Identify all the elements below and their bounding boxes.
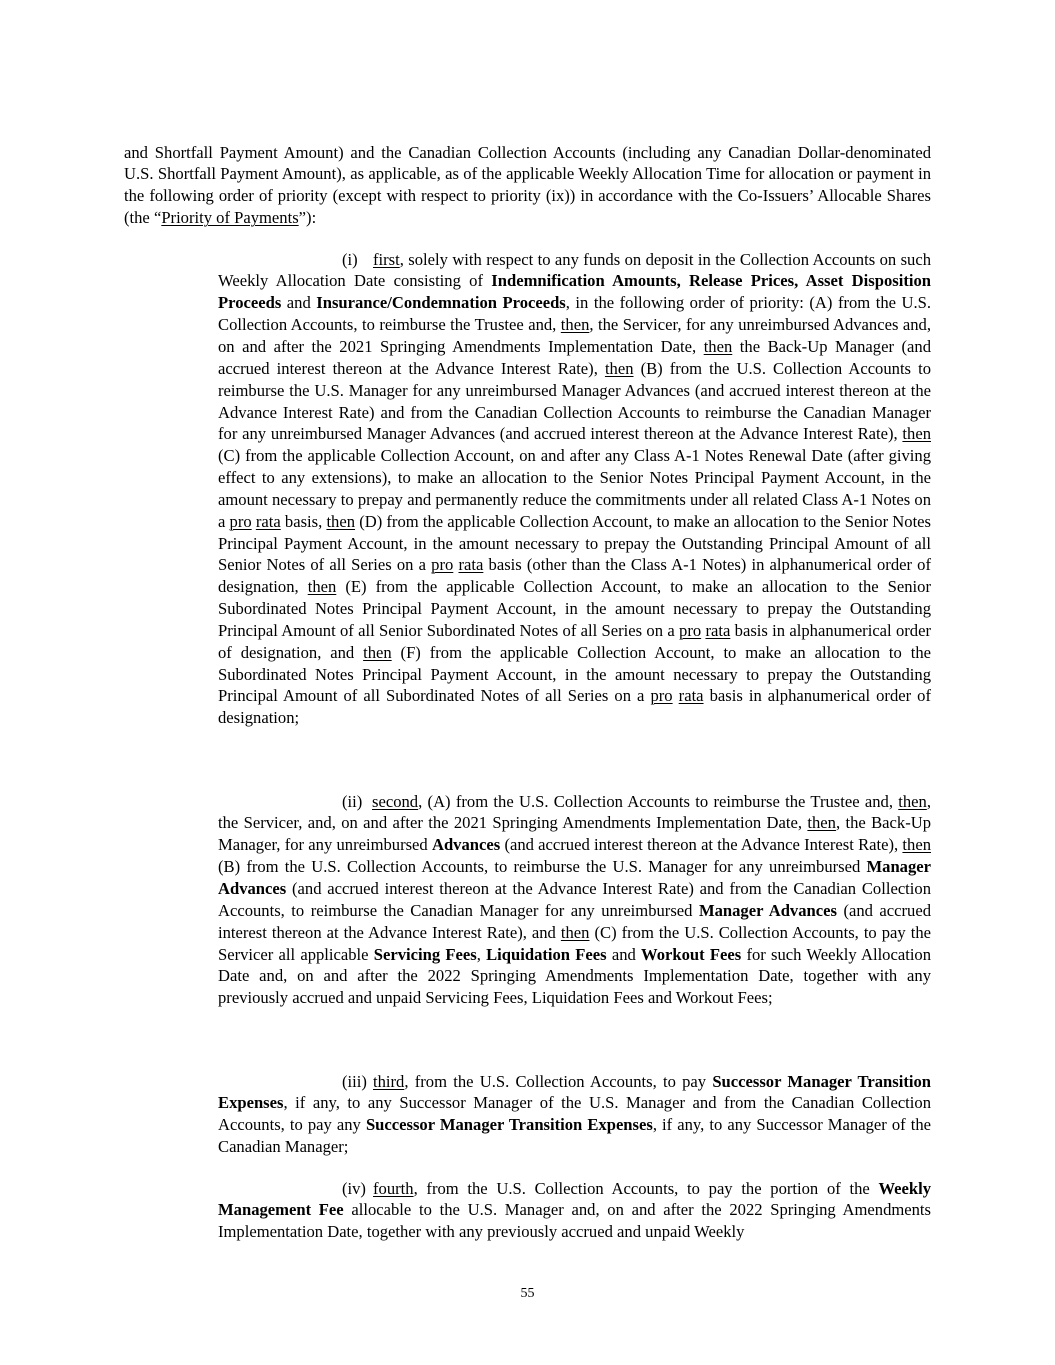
intro-paragraph (124, 142, 931, 229)
item-text: allocable to the U.S. Manager and, on and after the 2022 Springing Amendments Implementation Date, together with any previously accrued and unpaid Weekly (218, 1200, 931, 1242)
then-term: then (307, 577, 337, 597)
bold-term: Successor Manager Transition Expenses (218, 1071, 931, 1113)
item-text: basis in alphanumerical order of designation, and (218, 620, 931, 662)
then-term: then (604, 358, 634, 378)
item-text: (and accrued interest thereon at the Advance Interest Rate) and from the Canadian Collection Accounts, to reimburse the Canadian Manager for any unreimbursed (218, 878, 931, 920)
item-text: (and accrued interest thereon at the Advance Interest Rate), (500, 835, 903, 855)
item-text: basis in alphanumerical order of designation; (218, 686, 932, 728)
item-text: , from the U.S. Collection Accounts, to pay the portion of the (413, 1178, 879, 1198)
item-text: , solely with respect to any funds on deposit in the Collection Accounts on such Weekly Allocation Date consisting of (218, 249, 931, 291)
item-number: (ii) (342, 791, 363, 811)
item-text: , in the following order of priority: (A) from the U.S. Collection Accounts, to reimburse the Trustee and, (218, 293, 931, 335)
ordinal-second: second (372, 791, 419, 811)
then-term: then (560, 315, 590, 335)
rata-term: rata (458, 555, 484, 575)
item-text: , (A) from the U.S. Collection Accounts to reimburse the Trustee and, (418, 791, 899, 811)
item-text: , the Servicer, for any unreimbursed Advances and, on and after the 2021 Springing Amendments Implementation Date, (218, 315, 931, 356)
pro-term: pro (431, 555, 454, 575)
item-text: , from the U.S. Collection Accounts, to pay (404, 1071, 713, 1091)
priority-item-iii (218, 1071, 931, 1158)
bold-term: Workout Fees (641, 944, 742, 964)
bold-term: Insurance/Condemnation Proceeds (316, 293, 566, 313)
item-text: (C) from the U.S. Collection Accounts, to pay the Servicer all applicable (218, 922, 932, 964)
pro-term: pro (650, 686, 673, 706)
bold-term: Liquidation Fees (486, 944, 607, 964)
bold-term: Manager Advances (698, 900, 837, 920)
item-number: (iii) (342, 1071, 367, 1091)
bold-term: Servicing Fees (373, 944, 477, 964)
bold-term: Advances (431, 835, 501, 855)
then-term: then (326, 511, 356, 531)
item-text: , (476, 944, 487, 964)
item-text: , the Servicer, and, on and after the 2021 Springing Amendments Implementation Date, (218, 791, 931, 833)
item-text: (F) from the applicable Collection Account, to make an allocation to the Subordinated Notes Principal Payment Account, in the amount necessary to prepay the Outstanding Principal Amount of all Subordinated Notes of all Series on a (218, 642, 931, 706)
bold-term: Successor Manager Transition Expenses (365, 1115, 653, 1135)
pro-term: pro (229, 511, 252, 531)
item-text: , if any, to any Successor Manager of the U.S. Manager and from the Canadian Collection Accounts, to pay any (218, 1093, 931, 1135)
then-term: then (902, 835, 931, 855)
ordinal-first: first (373, 249, 400, 269)
ordinal-fourth: fourth (373, 1178, 414, 1198)
item-text: , the Back-Up Manager, for any unreimbursed (218, 813, 932, 855)
rata-term: rata (678, 686, 704, 706)
priority-item-iv (218, 1178, 931, 1244)
intro-text-end: ”): (298, 208, 317, 228)
item-text: (D) from the applicable Collection Account, to make an allocation to the Senior Notes Principal Payment Account, in the amount necessary to prepay the Outstanding Principal Amount of all Senior Notes of all Series on a (218, 511, 931, 575)
item-text: (B) from the U.S. Collection Accounts, to reimburse the U.S. Manager for any unreimbursed (218, 857, 867, 877)
then-term: then (898, 791, 927, 811)
defined-term-priority-of-payments: Priority of Payments (161, 208, 299, 228)
item-text: (C) from the applicable Collection Account, on and after any Class A-1 Notes Renewal Date (after giving effect to any extensions), to make an allocation to the Senior Notes Principal Payment Account, in the amount necessary to prepay and permanently reduce the commitments under all related Class A-1 Notes on a (218, 446, 931, 531)
then-term: then (703, 336, 733, 356)
item-number: (i) (342, 249, 358, 269)
item-text: (B) from the U.S. Collection Accounts to reimburse the U.S. Manager for any unreimbursed Manager Advances (and accrued interest thereon at the Advance Interest Rate) and from the Canadian Collection Accounts to reimburse the Canadian Manager for any unreimbursed Manager Advances (and accrued interest thereon at the Advance Interest Rate), (218, 358, 931, 444)
then-term: then (363, 642, 392, 662)
bold-term: Indemnification Amounts, Release Prices, Asset Disposition Proceeds (218, 271, 931, 313)
then-term: then (902, 424, 931, 444)
item-text: for such Weekly Allocation Date and, on and after the 2022 Springing Amendments Implementation Date, together with any previously accrued and unpaid Servicing Fees, Liquidation Fees and Workout Fees; (218, 944, 932, 1008)
priority-item-i (218, 249, 931, 730)
then-term: then (560, 922, 590, 942)
item-text: and (281, 293, 317, 313)
rata-term: rata (705, 620, 731, 640)
item-text: (and accrued interest thereon at the Advance Interest Rate), and (218, 900, 931, 942)
item-text: basis, (280, 511, 327, 531)
item-number: (iv) (342, 1178, 366, 1198)
rata-term: rata (255, 511, 281, 531)
priority-item-ii (218, 791, 931, 1009)
item-text: the Back-Up Manager (and accrued interest thereon at the Advance Interest Rate), (218, 336, 931, 378)
then-term: then (807, 813, 836, 833)
bold-term: Manager Advances (218, 857, 931, 898)
bold-term: Weekly Management Fee (218, 1178, 931, 1220)
ordinal-third: third (373, 1071, 405, 1091)
intro-text: and Shortfall Payment Amount) and the Canadian Collection Accounts (including any Canadian Dollar-denominated U.S. Shortfall Payment Amount), as applicable, as of the applicable Weekly Allocation Time for allocation or payment in the following order of priority (except with respect to priority (ix)) in accordance with the Co-Issuers’ Allocable Shares (the “ (124, 142, 931, 228)
item-text: (E) from the applicable Collection Account, to make an allocation to the Senior Subordinated Notes Principal Payment Account, in the amount necessary to prepay the Outstanding Principal Amount of all Senior Subordinated Notes of all Series on a (218, 577, 931, 640)
pro-term: pro (679, 620, 702, 640)
item-text: and (606, 944, 642, 964)
item-text: basis (other than the Class A-1 Notes) in alphanumerical order of designation, (218, 555, 932, 597)
item-text: , if any, to any Successor Manager of the Canadian Manager; (218, 1115, 931, 1157)
page-number: 55 (520, 1286, 535, 1301)
